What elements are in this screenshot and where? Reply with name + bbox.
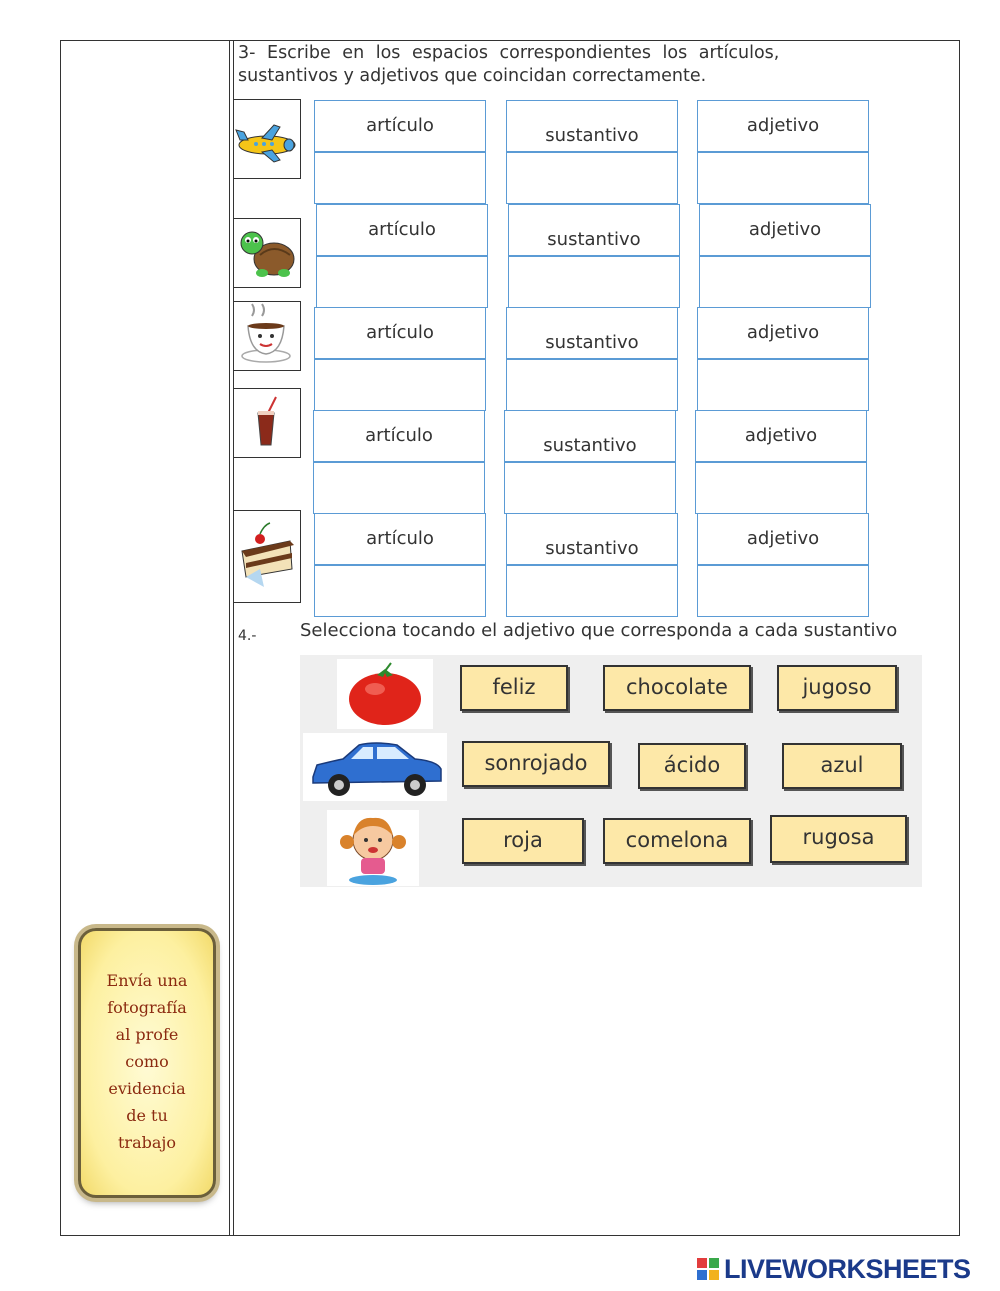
logo-text: LIVEWORKSHEETS [724, 1254, 971, 1284]
row3-picture [233, 301, 301, 371]
row4-sustantivo-box [504, 410, 676, 462]
turtle-icon [234, 219, 300, 287]
row5-sustantivo-box [506, 513, 678, 565]
option-azul[interactable]: azul [782, 743, 902, 789]
coffee-cup-icon [234, 302, 300, 370]
logo-mark-icon [697, 1258, 719, 1280]
airplane-icon [234, 100, 300, 178]
row2-articulo-input[interactable] [316, 256, 488, 308]
option-rugosa[interactable]: rugosa [770, 815, 907, 863]
row1-adjetivo-label: adjetivo [746, 115, 820, 136]
row5-adjetivo-label: adjetivo [746, 528, 820, 549]
row3-articulo-input[interactable] [314, 359, 486, 411]
option-feliz[interactable]: feliz [460, 665, 568, 711]
exercise3-instruction-line1: 3- Escribe en los espacios correspondientes los artículos, [238, 43, 780, 63]
row4-adjetivo-label: adjetivo [744, 425, 818, 446]
note-text: Envía una fotografía al profe como evidencia de tu trabajo [106, 971, 188, 1152]
exercise3-instruction-line2: sustantivos y adjetivos que coincidan correctamente. [238, 66, 707, 86]
option-comelona[interactable]: comelona [603, 818, 751, 864]
row2-sustantivo-input[interactable] [508, 256, 680, 308]
exercise4-number: 4.- [238, 628, 257, 644]
row4-sustantivo-label: sustantivo [543, 435, 637, 456]
row4-sustantivo-input[interactable] [504, 462, 676, 514]
option-sonrojado[interactable]: sonrojado [462, 741, 610, 787]
row5-picture [233, 510, 301, 603]
row1-adjetivo-box [697, 100, 869, 152]
row1-articulo-box [314, 100, 486, 152]
tomato-icon [337, 659, 433, 729]
row1-articulo-input[interactable] [314, 152, 486, 204]
row4-articulo-input[interactable] [313, 462, 485, 514]
tomato-picture [337, 659, 433, 729]
row3-articulo-box [314, 307, 486, 359]
row2-adjetivo-label: adjetivo [748, 219, 822, 240]
row1-sustantivo-input[interactable] [506, 152, 678, 204]
girl-eating-icon [327, 810, 419, 886]
row4-articulo-box [313, 410, 485, 462]
exercise4-instruction: Selecciona tocando el adjetivo que corresponda a cada sustantivo [300, 620, 898, 641]
row2-articulo-label: artículo [368, 219, 436, 240]
row5-articulo-input[interactable] [314, 565, 486, 617]
cake-slice-icon [234, 511, 300, 602]
row1-picture [233, 99, 301, 179]
row4-adjetivo-box [695, 410, 867, 462]
soda-glass-icon [234, 389, 300, 457]
option-chocolate[interactable]: chocolate [603, 665, 751, 711]
row5-adjetivo-input[interactable] [697, 565, 869, 617]
row3-adjetivo-box [697, 307, 869, 359]
option-jugoso[interactable]: jugoso [777, 665, 897, 711]
row5-articulo-label: artículo [366, 528, 434, 549]
row3-sustantivo-input[interactable] [506, 359, 678, 411]
row2-adjetivo-box [699, 204, 871, 256]
row5-sustantivo-input[interactable] [506, 565, 678, 617]
row2-articulo-box [316, 204, 488, 256]
row4-adjetivo-input[interactable] [695, 462, 867, 514]
row2-picture [233, 218, 301, 288]
row3-sustantivo-label: sustantivo [545, 332, 639, 353]
row3-adjetivo-label: adjetivo [746, 322, 820, 343]
row2-adjetivo-input[interactable] [699, 256, 871, 308]
row3-adjetivo-input[interactable] [697, 359, 869, 411]
row3-sustantivo-box [506, 307, 678, 359]
row1-sustantivo-label: sustantivo [545, 125, 639, 146]
option-roja[interactable]: roja [462, 818, 584, 864]
row4-articulo-label: artículo [365, 425, 433, 446]
row3-articulo-label: artículo [366, 322, 434, 343]
row2-sustantivo-box [508, 204, 680, 256]
girl-picture [327, 810, 419, 886]
option-acido[interactable]: ácido [638, 743, 746, 789]
photo-evidence-note [78, 928, 216, 1198]
row5-sustantivo-label: sustantivo [545, 538, 639, 559]
row5-adjetivo-box [697, 513, 869, 565]
row4-picture [233, 388, 301, 458]
row2-sustantivo-label: sustantivo [547, 229, 641, 250]
row1-adjetivo-input[interactable] [697, 152, 869, 204]
row1-sustantivo-box [506, 100, 678, 152]
blue-car-icon [303, 733, 447, 801]
row1-articulo-label: artículo [366, 115, 434, 136]
row5-articulo-box [314, 513, 486, 565]
car-picture [303, 733, 447, 801]
